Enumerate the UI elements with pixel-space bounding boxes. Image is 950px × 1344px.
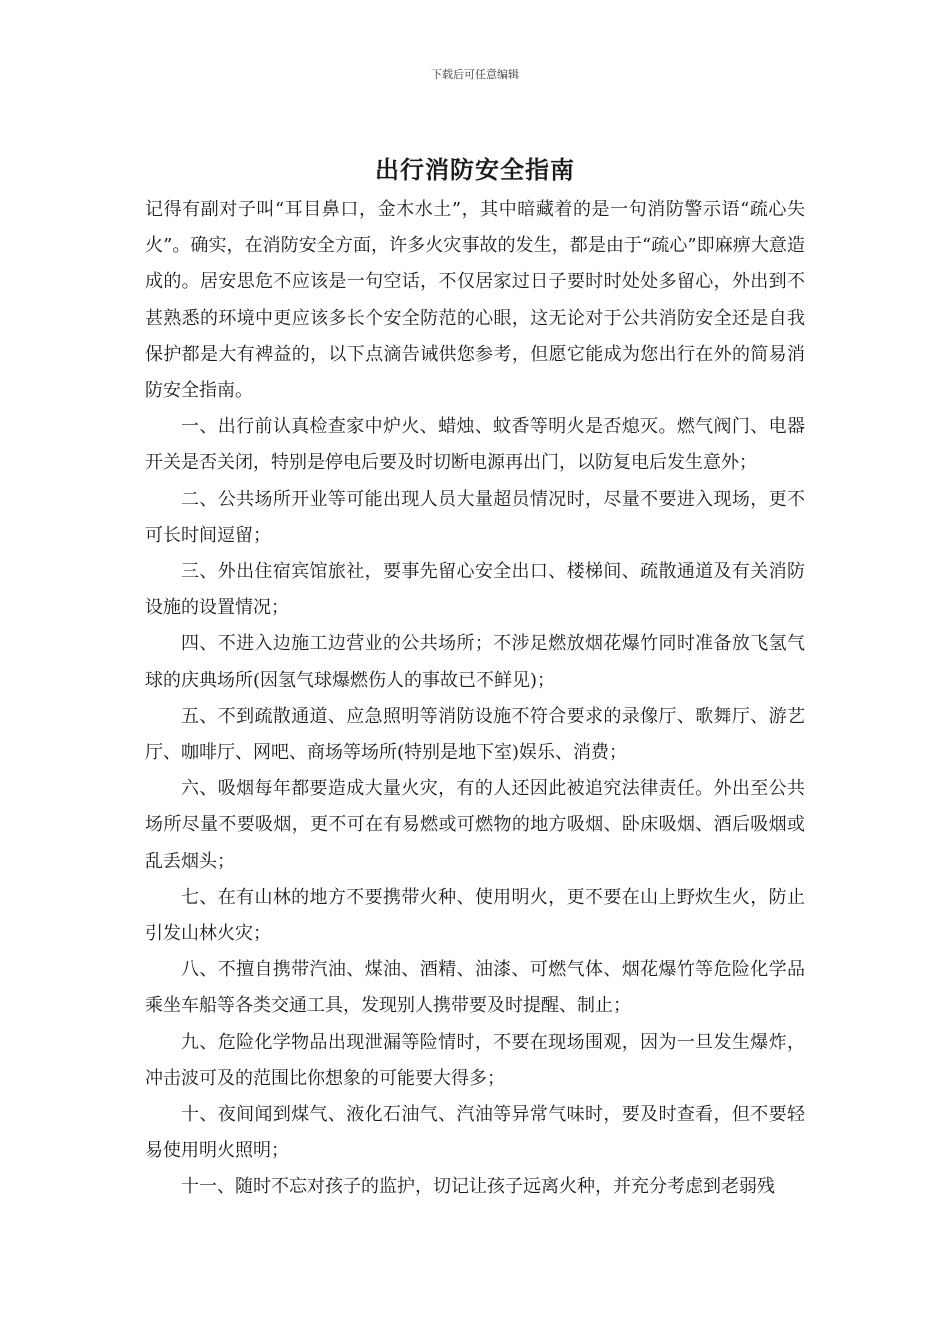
list-item: 五、不到疏散通道、应急照明等消防设施不符合要求的录像厅、歌舞厅、游艺厅、咖啡厅、网吧、商场等场所(特别是地下室)娱乐、消费； — [145, 705, 805, 764]
list-item: 二、公共场所开业等可能出现人员大量超员情况时，尽量不要进入现场，更不可长时间逗留； — [145, 488, 805, 546]
list-item: 九、危险化学物品出现泄漏等险情时，不要在现场围观，因为一旦发生爆炸，冲击波可及的范围比你想象的可能要大得多； — [145, 1031, 805, 1089]
header-note: 下载后可任意编辑 — [431, 68, 519, 81]
intro-paragraph: 记得有副对子叫“耳目鼻口，金木水土”，其中暗藏着的是一句消防警示语“疏心失火”。确实，在消防安全方面，许多火灾事故的发生，都是由于“疏心”即麻痹大意造成的。居安思危不应该是一句空话，不仅居家过日子要时时处处多留心，外出到不甚熟悉的环境中更应该多长个安全防范的心眼，这无论对于公共消防安全还是自我保护都是大有裨益的，以下点滴告诫供您参考，但愿它能成为您出行在外的简易消防安全指南。 — [145, 199, 805, 402]
list-item: 十、夜间闻到煤气、液化石油气、汽油等异常气味时，要及时查看，但不要轻易使用明火照明； — [145, 1104, 805, 1162]
list-item: 一、出行前认真检查家中炉火、蜡烛、蚊香等明火是否熄灭。燃气阀门、电器开关是否关闭，特别是停电后要及时切断电源再出门，以防复电后发生意外； — [145, 416, 805, 474]
list-item: 三、外出住宿宾馆旅社，要事先留心安全出口、楼梯间、疏散通道及有关消防设施的设置情况； — [145, 561, 805, 619]
list-item: 十一、随时不忘对孩子的监护，切记让孩子远离火种，并充分考虑到老弱残 — [181, 1176, 775, 1198]
document-title: 出行消防安全指南 — [375, 156, 575, 184]
list-item: 八、不擅自携带汽油、煤油、酒精、油漆、可燃气体、烟花爆竹等危险化学品乘坐车船等各类交通工具，发现别人携带要及时提醒、制止； — [145, 959, 805, 1017]
list-item: 四、不进入边施工边营业的公共场所；不涉足燃放烟花爆竹同时准备放飞氢气球的庆典场所(因氢气球爆燃伤人的事故已不鲜见)； — [145, 633, 805, 691]
document-body — [145, 192, 805, 1206]
list-item: 七、在有山林的地方不要携带火种、使用明火，更不要在山上野炊生火，防止引发山林火灾； — [145, 886, 805, 945]
list-item: 六、吸烟每年都要造成大量火灾，有的人还因此被追究法律责任。外出至公共场所尽量不要吸烟，更不可在有易燃或可燃物的地方吸烟、卧床吸烟、酒后吸烟或乱丢烟头； — [145, 778, 805, 872]
